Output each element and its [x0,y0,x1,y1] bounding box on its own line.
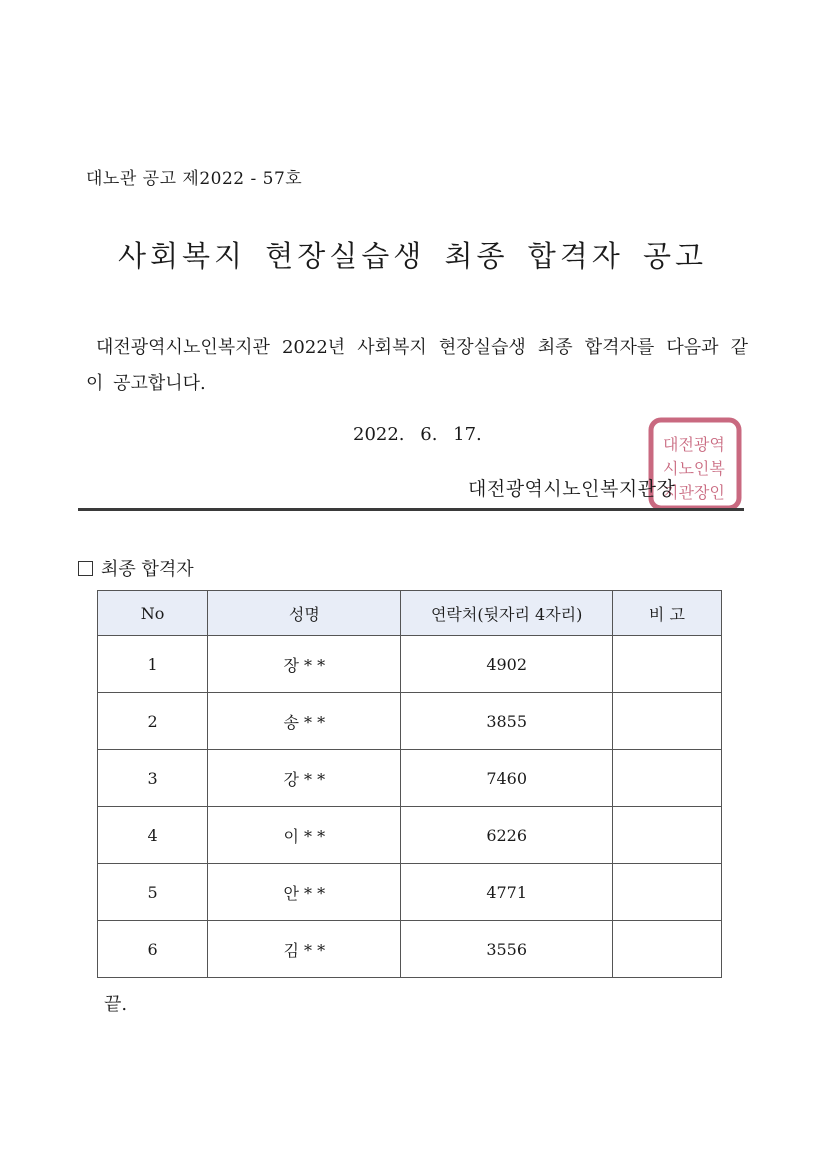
section-heading [78,555,194,581]
table-row [98,636,722,693]
header-no: No [98,591,208,636]
cell-no: 5 [98,864,208,921]
cell-contact: 3556 [401,921,612,978]
cell-no: 4 [98,807,208,864]
cell-contact: 4902 [401,636,612,693]
cell-name: 안 * * [208,864,401,921]
cell-contact: 4771 [401,864,612,921]
table-row [98,864,722,921]
cell-name: 강 * * [208,750,401,807]
cell-note [612,864,721,921]
table-header-row [98,591,722,636]
cell-no: 1 [98,636,208,693]
cell-name: 김 * * [208,921,401,978]
cell-note [612,636,721,693]
checkbox-icon [78,561,93,576]
cell-no: 6 [98,921,208,978]
results-table [97,590,722,978]
cell-contact: 7460 [401,750,612,807]
cell-note [612,921,721,978]
table-row [98,750,722,807]
seal-line-1: 대전광역 [663,435,725,454]
cell-note [612,807,721,864]
seal-line-2: 시노인복 [663,459,725,478]
announcement-date: 2022. 6. 17. [353,424,482,445]
cell-no: 3 [98,750,208,807]
table-row [98,807,722,864]
section-heading-label: 최종 합격자 [101,559,194,580]
cell-note [612,750,721,807]
cell-name: 장 * * [208,636,401,693]
notice-number: 대노관 공고 제2022 - 57호 [86,169,303,189]
divider [78,508,744,511]
header-name: 성명 [208,591,401,636]
seal-line-3: 지관장인 [663,483,725,502]
end-mark: 끝. [104,994,128,1015]
table-row [98,921,722,978]
cell-contact: 3855 [401,693,612,750]
organization-signature: 대전광역시노인복지관장 [468,478,676,500]
page-title: 사회복지 현장실습생 최종 합격자 공고 [117,239,708,273]
cell-name: 송 * * [208,693,401,750]
cell-no: 2 [98,693,208,750]
cell-contact: 6226 [401,807,612,864]
cell-name: 이 * * [208,807,401,864]
announcement-body: 대전광역시노인복지관 2022년 사회복지 현장실습생 최종 합격자를 다음과 같이 공고합니다. [86,337,748,394]
header-note: 비 고 [612,591,721,636]
header-contact: 연락처(뒷자리 4자리) [401,591,612,636]
cell-note [612,693,721,750]
table-row [98,693,722,750]
